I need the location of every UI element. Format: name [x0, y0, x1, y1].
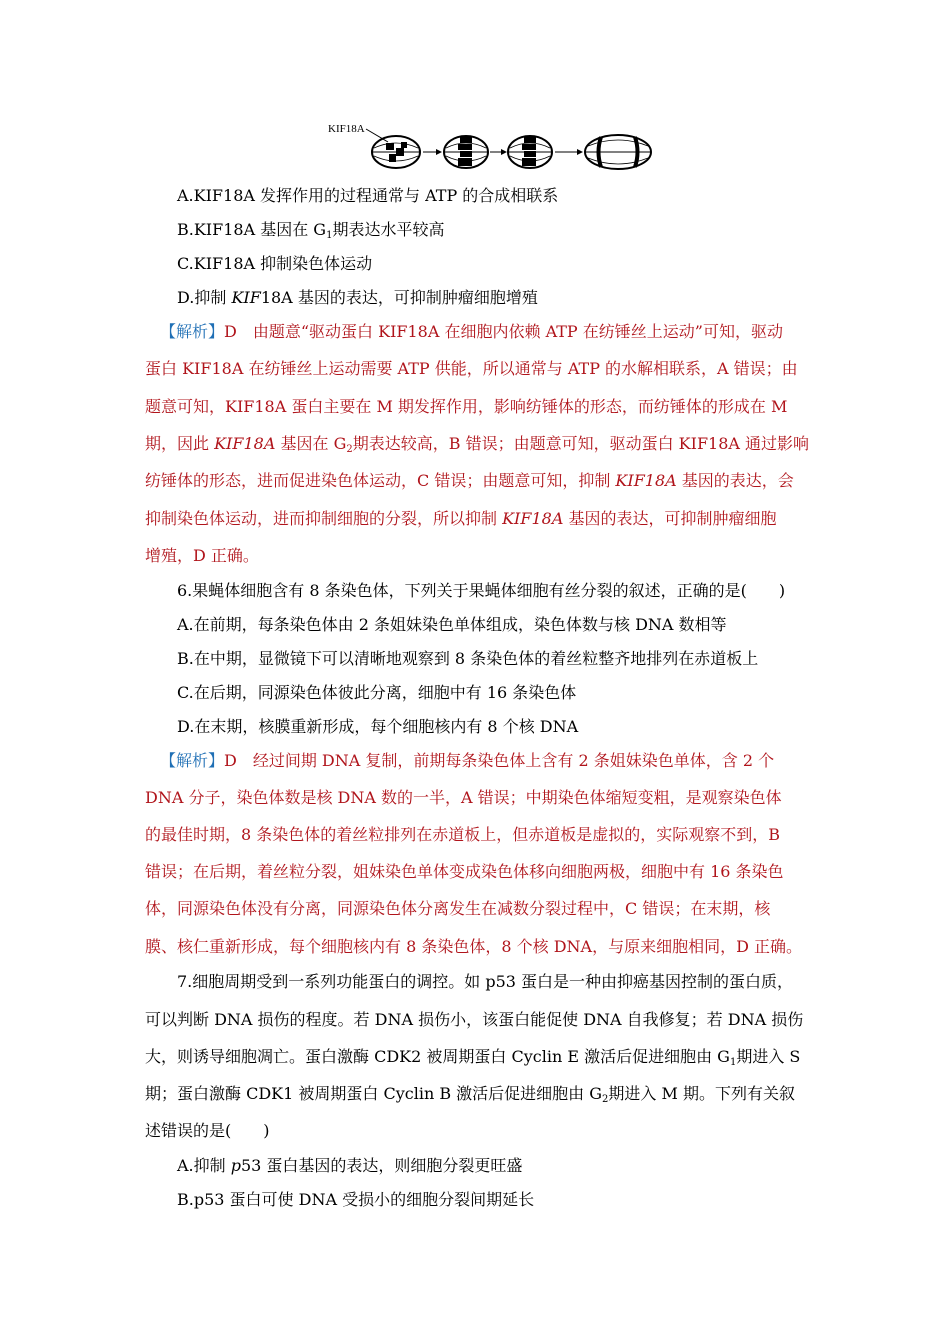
q5-option-d [177, 287, 538, 309]
q5-option-b-sub: 1 [326, 230, 333, 241]
q5-option-a: A.KIF18A 发挥作用的过程通常与 ATP 的合成相联系 [177, 186, 559, 205]
q5-option-b-rest: 期表达水平较高 [332, 220, 445, 239]
q5-analysis-line-4-c: 期表达较高，B 错误；由题意可知，驱动蛋白 KIF18A 通过影响 [352, 434, 810, 453]
q5-option-c: C.KIF18A 抑制染色体运动 [177, 254, 373, 273]
q7-stem-line-4-sub: 2 [602, 1094, 609, 1105]
q7-stem-line-1: 7.细胞周期受到一系列功能蛋白的调控。如 p53 蛋白是一种由抑癌基因控制的蛋白质， [177, 972, 794, 991]
q5-analysis-line-5-b: 基因的表达，会 [676, 471, 794, 490]
mitosis-diagram-svg [326, 118, 656, 174]
q7-option-b: B.p53 蛋白可使 DNA 受损小的细胞分裂间期延长 [177, 1190, 535, 1209]
label-pointer-line [366, 129, 388, 142]
q6-analysis-line-4: 错误；在后期，着丝粒分裂，姐妹染色单体变成染色体移向细胞两极，细胞中有 16 条染色 [145, 862, 784, 881]
q5-option-b [177, 219, 444, 241]
q5-option-d-text: D.抑制 [177, 288, 232, 307]
q5-analysis-line-6-a: 抑制染色体运动，进而抑制细胞的分裂，所以抑制 [145, 509, 503, 528]
q5-analysis-line-1-text: D 由题意“驱动蛋白 KIF18A 在细胞内依赖 ATP 在纺锤丝上运动”可知，驱动 [224, 322, 783, 341]
q5-analysis-line-5-a: 纺锤体的形态，进而促进染色体运动，C 错误；由题意可知，抑制 [145, 471, 616, 490]
q5-analysis-line-7: 增殖，D 正确。 [145, 546, 259, 565]
q6-analysis-line-6: 膜、核仁重新形成，每个细胞核内有 8 条染色体，8 个核 DNA，与原来细胞相同，D 正确。 [145, 937, 803, 956]
q6-option-c: C.在后期，同源染色体彼此分离，细胞中有 16 条染色体 [177, 683, 577, 702]
q7-stem-line-3-b: 期进入 S [736, 1047, 801, 1066]
q5-analysis-line-6 [145, 508, 776, 530]
q6-analysis-line-1-text: D 经过间期 DNA 复制，前期每条染色体上含有 2 条姐妹染色单体，含 2 个 [224, 751, 775, 770]
q6-option-d: D.在末期，核膜重新形成，每个细胞核内有 8 个核 DNA [177, 717, 579, 736]
q7-stem-line-3-sub: 1 [729, 1057, 737, 1068]
q7-option-a-rest: 53 蛋白基因的表达，则细胞分裂更旺盛 [240, 1156, 523, 1175]
q5-analysis-tag: 【解析】 [160, 322, 225, 341]
q6-analysis-line-5: 体，同源染色体没有分离，同源染色体分离发生在减数分裂过程中，C 错误；在末期，核 [145, 899, 771, 918]
q5-analysis-line-2: 蛋白 KIF18A 在纺锤丝上运动需要 ATP 供能，所以通常与 ATP 的水解相联系，A 错误；由 [145, 359, 798, 378]
q7-stem-line-4 [145, 1083, 795, 1105]
q6-analysis-line-2: DNA 分子，染色体数是核 DNA 数的一半，A 错误；中期染色体缩短变粗，是观察染色体 [145, 788, 782, 807]
q7-stem-line-3-a: 大，则诱导细胞凋亡。蛋白激酶 CDK2 被周期蛋白 Cyclin E 激活后促进细胞由 G [145, 1047, 730, 1066]
q5-analysis-line-4-a: 期，因此 [145, 434, 215, 453]
q7-stem-line-2: 可以判断 DNA 损伤的程度。若 DNA 损伤小，该蛋白能促使 DNA 自我修复；若 DNA 损伤 [145, 1010, 804, 1029]
q5-analysis-line-4 [145, 433, 809, 455]
cell-prophase [372, 136, 420, 168]
q7-option-a-gene: p [230, 1156, 241, 1175]
cell-metaphase-1 [444, 136, 488, 168]
q5-analysis-line-1 [160, 321, 783, 343]
q6-analysis-line-3: 的最佳时期，8 条染色体的着丝粒排列在赤道板上，但赤道板是虚拟的，实际观察不到，B [145, 825, 781, 844]
q7-stem-line-4-a: 期；蛋白激酶 CDK1 被周期蛋白 Cyclin B 激活后促进细胞由 G [145, 1084, 603, 1103]
q5-analysis-line-4-b: 基因在 G [275, 434, 347, 453]
q6-option-b: B.在中期，显微镜下可以清晰地观察到 8 条染色体的着丝粒整齐地排列在赤道板上 [177, 649, 759, 668]
q7-stem-line-3 [145, 1046, 800, 1068]
q5-analysis-line-5 [145, 470, 794, 492]
q5-analysis-line-6-gene: KIF18A [502, 509, 564, 528]
cell-anaphase [585, 135, 651, 169]
q5-option-d-gene: KIF [231, 288, 261, 307]
q6-option-a: A.在前期，每条染色体由 2 条姐妹染色单体组成，染色体数与核 DNA 数相等 [177, 615, 727, 634]
q7-option-a-text: A.抑制 [177, 1156, 231, 1175]
q6-analysis-tag: 【解析】 [160, 751, 225, 770]
cell-metaphase-2 [508, 136, 552, 168]
q5-analysis-line-4-sub: 2 [346, 444, 353, 455]
q5-analysis-line-5-gene: KIF18A [615, 471, 677, 490]
q7-option-a [177, 1155, 522, 1177]
q5-option-b-text: B.KIF18A 基因在 G [177, 220, 327, 239]
q6-stem: 6.果蝇体细胞含有 8 条染色体，下列关于果蝇体细胞有丝分裂的叙述，正确的是( ) [177, 581, 786, 600]
q5-analysis-line-3: 题意可知，KIF18A 蛋白主要在 M 期发挥作用，影响纺锤体的形态，而纺锤体的形成在 M [145, 397, 788, 416]
q5-analysis-line-4-gene: KIF18A [214, 434, 276, 453]
q7-stem-line-5: 述错误的是( ) [145, 1121, 270, 1140]
q7-stem-line-4-b: 期进入 M 期。下列有关叙 [608, 1084, 795, 1103]
kif18a-label: KIF18A [328, 123, 365, 135]
q5-analysis-line-6-b: 基因的表达，可抑制肿瘤细胞 [563, 509, 777, 528]
q5-option-d-rest: 18A 基因的表达，可抑制肿瘤细胞增殖 [260, 288, 538, 307]
mitosis-diagram [326, 118, 656, 174]
q6-analysis-line-1 [160, 750, 774, 772]
